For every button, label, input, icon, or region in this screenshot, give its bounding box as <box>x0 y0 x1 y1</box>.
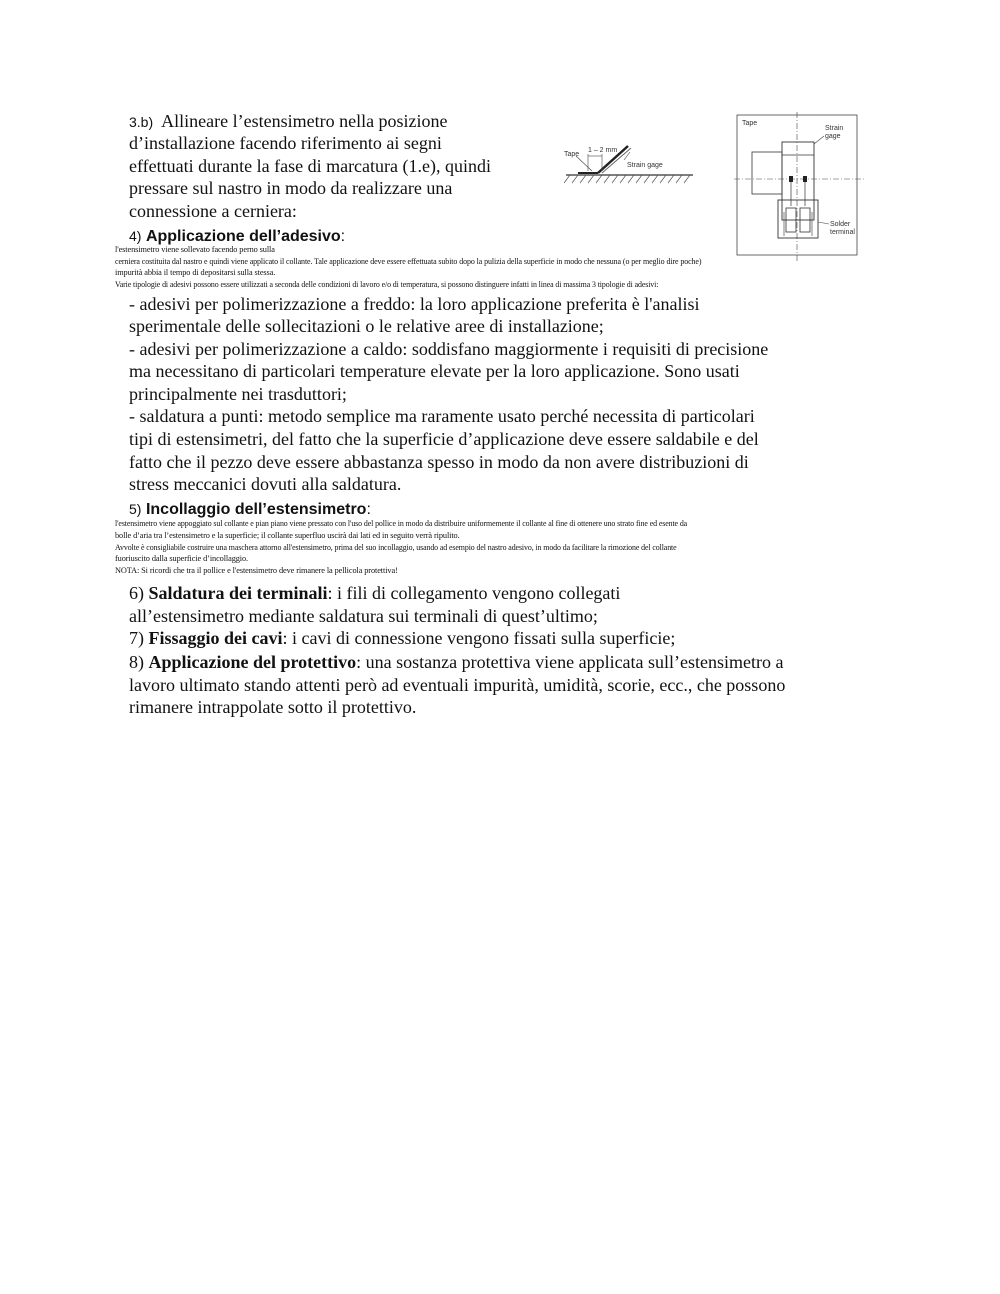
section-5-small-line-5: NOTA: Si ricordi che tra il pollice e l'estensimetro deve rimanere la pellicola protettiva! <box>115 566 398 575</box>
section-8-line-2: lavoro ultimato stando attenti però ad eventuali impurità, umidità, scorie, ecc., che possono <box>129 675 786 695</box>
section-3b-line-3: effettuati durante la fase di marcatura (1.e), quindi <box>129 156 492 176</box>
section-4-body-line-7: tipi di estensimetri, del fatto che la superficie d’applicazione deve essere saldabile e del <box>129 429 759 449</box>
section-4-colon: : <box>340 228 346 245</box>
section-6-text: : i fili di collegamento vengono collegati <box>327 583 621 603</box>
figure-strain-label: Strain <box>825 125 844 132</box>
strain-gage-top-view-figure <box>734 112 864 262</box>
section-5-number: 5) <box>129 501 142 517</box>
figure-gap-label: 1 – 2 mm <box>588 147 618 154</box>
section-4-body-line-2: sperimentale delle sollecitazioni o le relative aree di installazione; <box>129 316 604 336</box>
section-5-small-line-4: fuoriuscito dalla superficie d’incollaggio. <box>115 554 249 563</box>
section-7-number: 7) <box>129 628 144 648</box>
figure-top-tape-label: Tape <box>742 120 758 127</box>
section-7-line-1 <box>129 627 675 649</box>
section-8-line-1 <box>129 651 784 673</box>
figure-solder-label: Solder <box>830 221 851 228</box>
figure-gage-label: gage <box>825 133 841 140</box>
section-4-body-line-6: - saldatura a punti: metodo semplice ma raramente usato perché necessita di particolari <box>129 406 755 426</box>
section-3b-line-4: pressare sul nastro in modo da realizzare una <box>129 178 453 198</box>
section-4-number: 4) <box>129 228 142 244</box>
section-8-text: : una sostanza protettiva viene applicata sull’estensimetro a <box>356 652 784 672</box>
section-4-small-line-4: Varie tipologie di adesivi possono essere utilizzati a seconda delle condizioni di lavoro e/o di temperatura, si possono distinguere infatti in linea di massima 3 tipologie di adesivi: <box>115 280 659 289</box>
section-7-title: Fissaggio dei cavi <box>148 628 283 648</box>
section-5-small-line-2: bolle d’aria tra l’estensimetro e la superficie; il collante superfluo uscirà dai lati ed in seguito verrà ripulito. <box>115 531 460 540</box>
section-6-line-2: all’estensimetro mediante saldatura sui terminali di quest’ultimo; <box>129 606 598 626</box>
section-4-body-line-1: - adesivi per polimerizzazione a freddo: la loro applicazione preferita è l'analisi <box>129 294 700 314</box>
section-3b-text-1: Allineare l’estensimetro nella posizione <box>161 111 448 131</box>
section-4-small-line-2: cerniera costituita dal nastro e quindi viene applicato il collante. Tale applicazione deve essere effettuata subito dopo la pulizia della superficie in modo che nessuna (o per meglio dire poche) <box>115 257 702 266</box>
section-8-title: Applicazione del protettivo <box>148 652 357 672</box>
section-3b-line-2: d’installazione facendo riferimento ai segni <box>129 133 442 153</box>
section-4-body-line-8: fatto che il pezzo deve essere abbastanza spesso in modo da non avere distribuzioni di <box>129 452 749 472</box>
section-5-heading <box>129 497 371 521</box>
section-3b-line-5: connessione a cerniera: <box>129 201 297 221</box>
section-6-title: Saldatura dei terminali <box>148 583 328 603</box>
figure-terminal-label: terminal <box>830 229 855 236</box>
section-4-title: Applicazione dell’adesivo <box>145 228 341 245</box>
section-5-small-line-1: l'estensimetro viene appoggiato sul collante e pian piano viene pressato con l'uso del pollice in modo da distribuire uniformemente il collante al fine di ottenere uno strato fine ed esente da <box>115 519 688 528</box>
section-6-number: 6) <box>129 583 144 603</box>
section-7-text: : i cavi di connessione vengono fissati sulla superficie; <box>282 628 676 648</box>
section-4-body-line-5: principalmente nei trasduttori; <box>129 384 347 404</box>
section-4-body-line-9: stress meccanici dovuti alla saldatura. <box>129 474 402 494</box>
section-8-number: 8) <box>129 652 144 672</box>
figure-strain-gage-label: Strain gage <box>627 162 663 169</box>
section-5-title: Incollaggio dell’estensimetro <box>145 501 367 518</box>
section-3b-line-1 <box>129 110 448 133</box>
strain-gage-side-view-figure <box>558 138 698 198</box>
section-6-line-1 <box>129 582 620 604</box>
figure-tape-label: Tape <box>564 151 580 158</box>
section-4-body-line-4: ma necessitano di particolari temperature elevate per la loro applicazione. Sono usati <box>129 361 740 381</box>
section-4-small-line-1: l'estensimetro viene sollevato facendo perno sulla <box>115 245 275 254</box>
section-5-small-line-3: Avvolte è consigliabile costruire una maschera attorno all'estensimetro, prima del suo incollaggio, usando ad esempio del nastro adesivo, in modo da facilitare la rimozione del collante <box>115 543 677 552</box>
section-8-line-3: rimanere intrappolate sotto il protettivo. <box>129 697 417 717</box>
section-3b-number: 3.b) <box>129 114 154 130</box>
section-4-small-line-3: impurità abbia il tempo di depositarsi sulla stessa. <box>115 268 276 277</box>
section-5-colon: : <box>366 501 371 518</box>
section-4-body-line-3: - adesivi per polimerizzazione a caldo: soddisfano maggiormente i requisiti di precisione <box>129 339 769 359</box>
